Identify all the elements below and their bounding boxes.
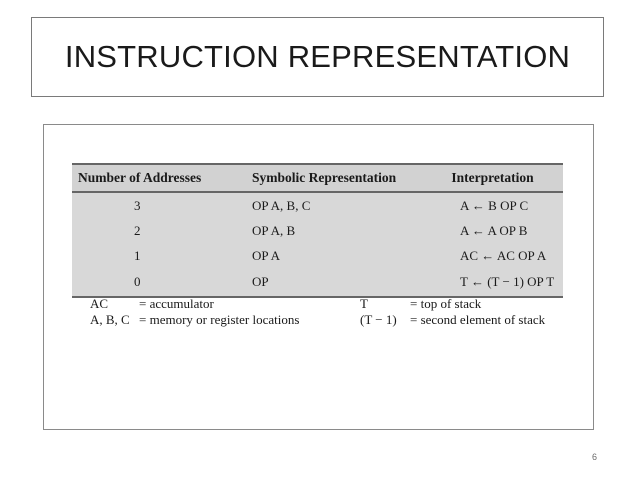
legend — [72, 296, 563, 328]
table-row — [72, 218, 563, 243]
legend-term: (T − 1) — [360, 312, 397, 327]
table-row — [72, 243, 563, 268]
cell-addresses: 3 — [72, 192, 238, 218]
cell-symbolic: OP A, B — [238, 218, 422, 243]
legend-term: A, B, C — [90, 312, 130, 327]
legend-definition: = accumulator — [139, 296, 214, 311]
cell-addresses: 2 — [72, 218, 238, 243]
cell-symbolic: OP — [238, 268, 422, 297]
cell-addresses: 1 — [72, 243, 238, 268]
table-row — [72, 192, 563, 218]
table-header-row — [72, 164, 563, 192]
legend-term: T — [360, 296, 368, 311]
instruction-table-wrap — [72, 163, 563, 298]
title-box — [31, 17, 604, 97]
legend-definition: = memory or register locations — [139, 312, 300, 327]
cell-symbolic: OP A — [238, 243, 422, 268]
cell-addresses: 0 — [72, 268, 238, 297]
page-number: 6 — [592, 452, 598, 462]
cell-interpretation: T ← (T − 1) OP T — [422, 268, 563, 297]
header-addresses: Number of Addresses — [72, 164, 238, 192]
legend-definition: = second element of stack — [410, 312, 546, 327]
cell-interpretation: A ← A OP B — [422, 218, 563, 243]
cell-interpretation: A ← B OP C — [422, 192, 563, 218]
instruction-table — [72, 163, 563, 298]
cell-symbolic: OP A, B, C — [238, 192, 422, 218]
slide-title: INSTRUCTION REPRESENTATION — [64, 39, 571, 74]
header-interpretation: Interpretation — [422, 164, 563, 192]
legend-definition: = top of stack — [410, 296, 482, 311]
header-symbolic: Symbolic Representation — [238, 164, 422, 192]
legend-row — [72, 296, 563, 312]
table-row — [72, 268, 563, 297]
legend-term: AC — [90, 296, 109, 311]
cell-interpretation: AC ← AC OP A — [422, 243, 563, 268]
legend-row — [72, 312, 563, 328]
